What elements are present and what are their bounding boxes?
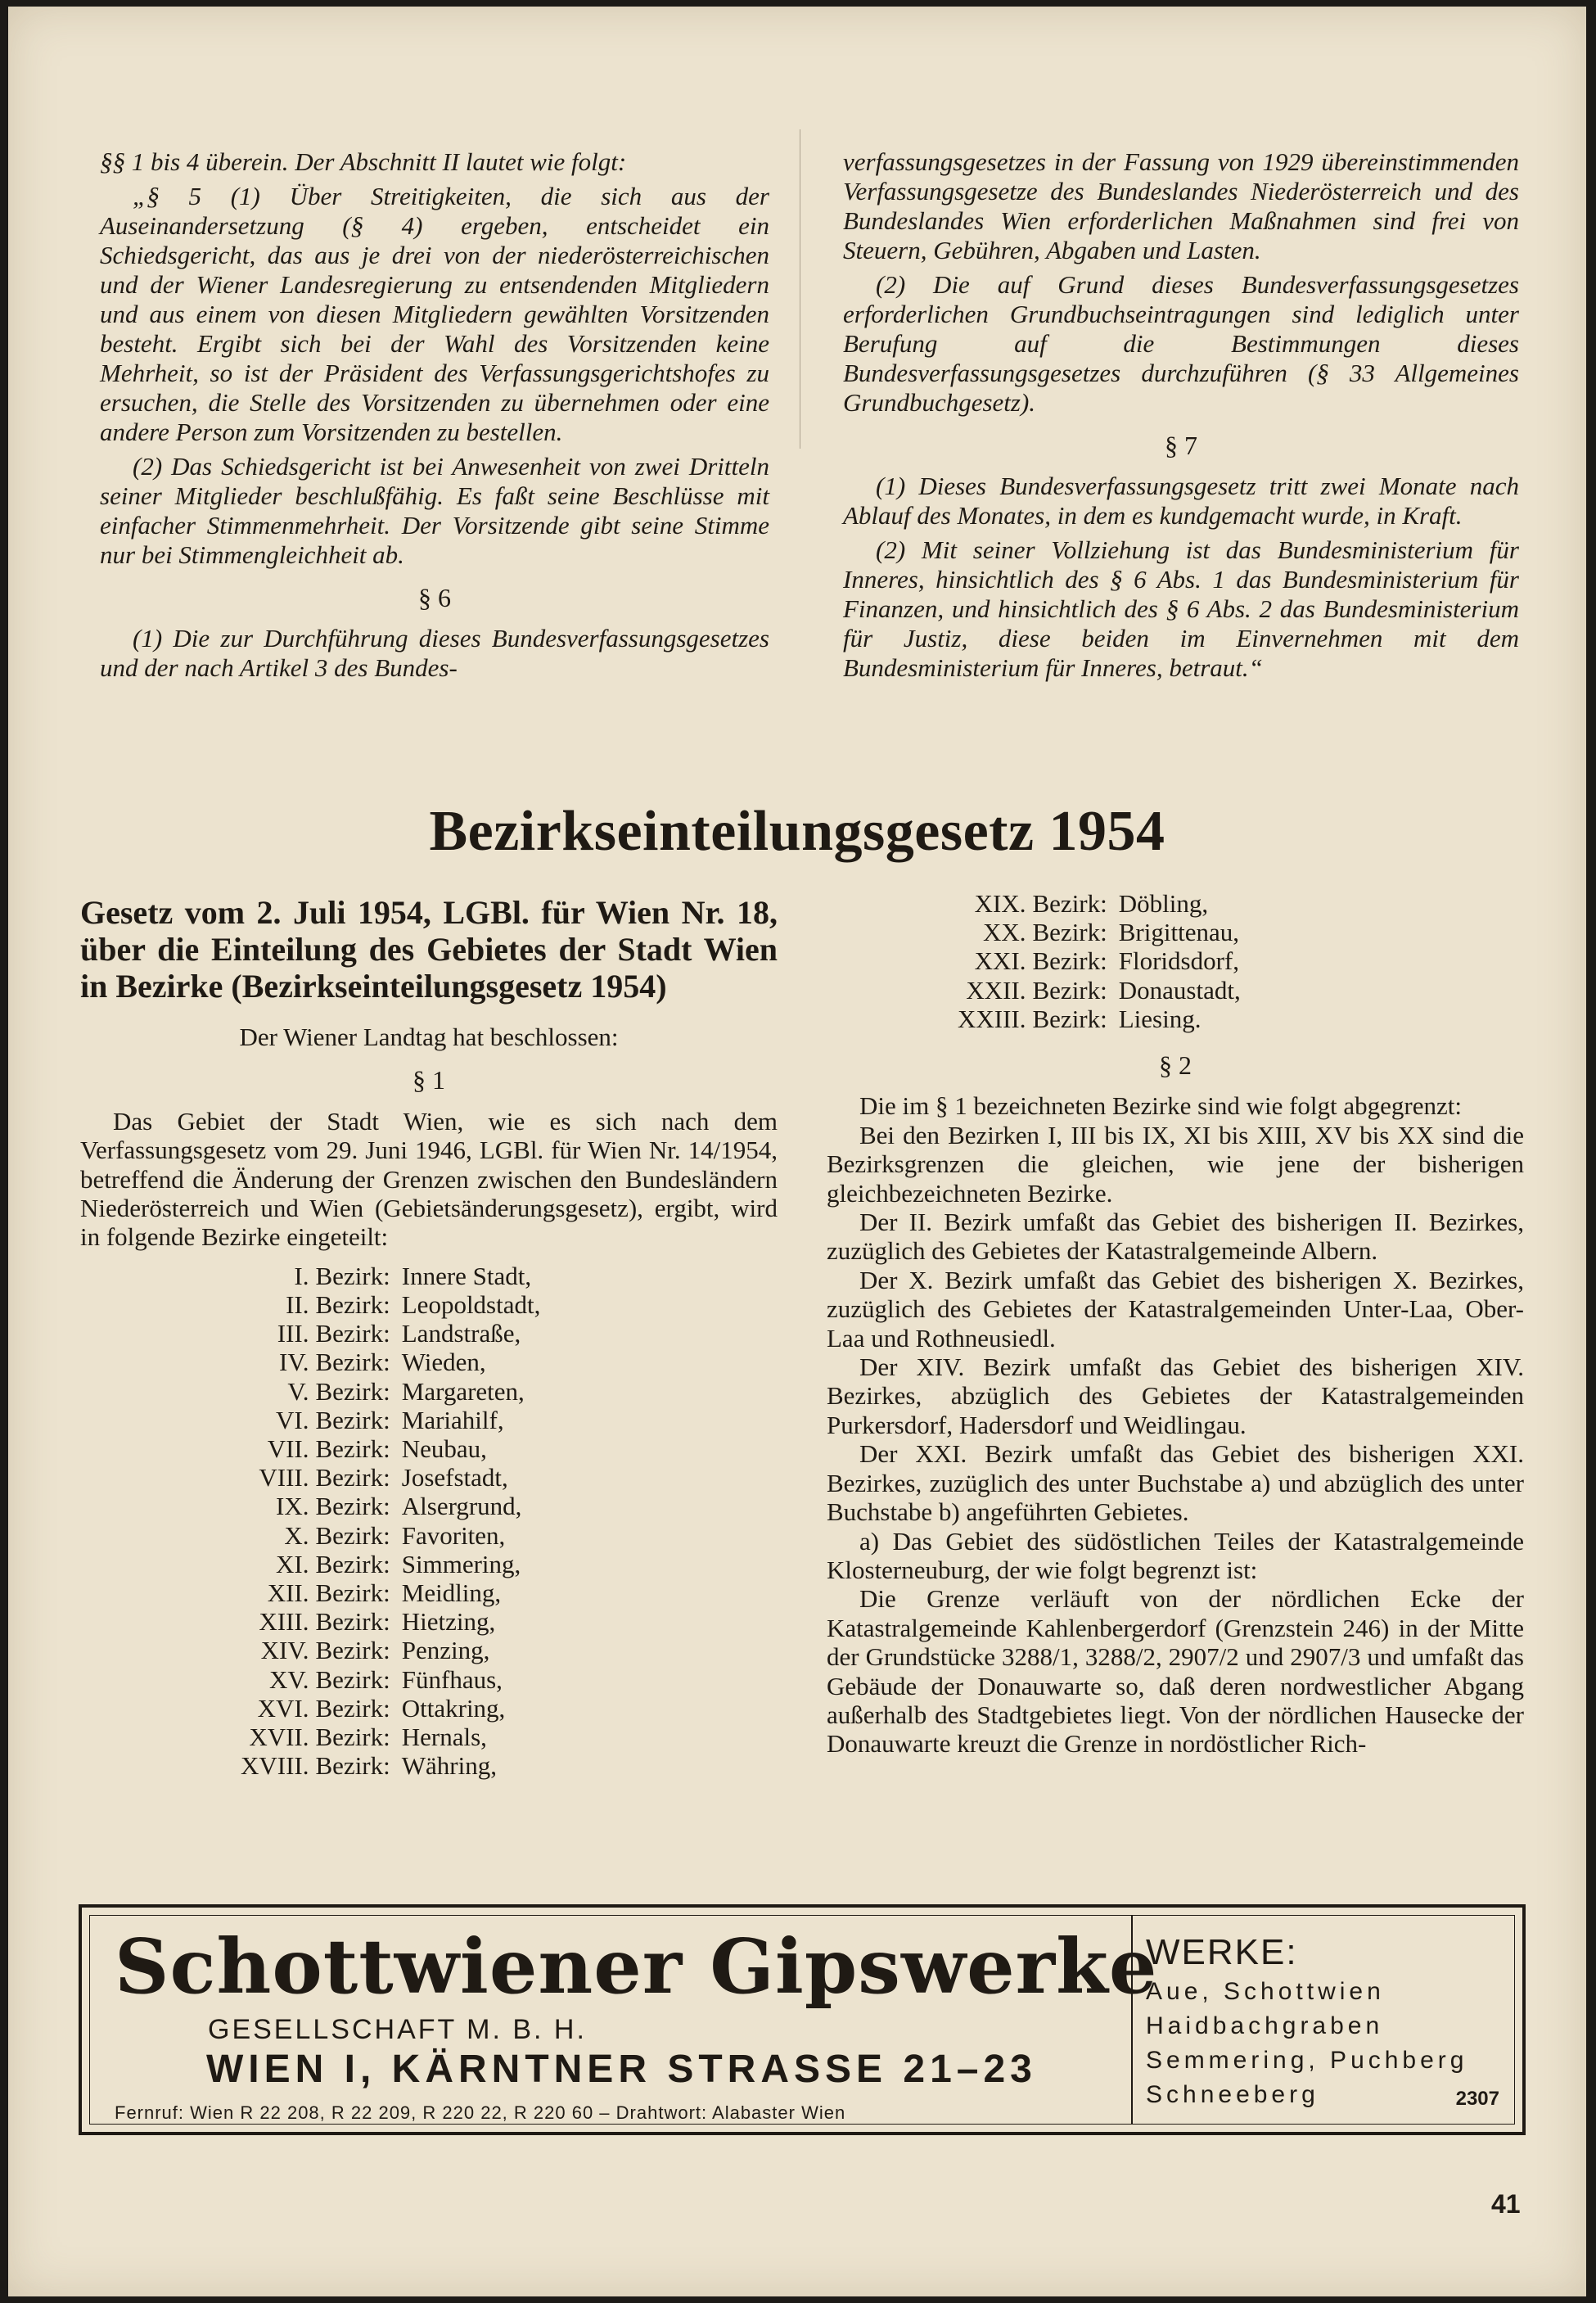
works-list — [1146, 1932, 1506, 2112]
district-name: Mariahilf, — [401, 1405, 504, 1434]
district-name: Josefstadt, — [401, 1463, 508, 1492]
district-number: XVIII. — [241, 1751, 309, 1781]
district-name: Döbling, — [1118, 889, 1209, 918]
district-row — [241, 1751, 540, 1780]
district-label: Bezirk: — [315, 1319, 390, 1348]
paragraph: (1) Dieses Bundesverfassungsgesetz tritt zwei Monate nach Ablauf des Monates, in dem es kundgemacht wurde, in Kraft. — [843, 472, 1519, 530]
section-heading: § 7 — [1165, 431, 1197, 460]
district-number: I. — [294, 1261, 309, 1290]
paragraph: Die Grenze verläuft von der nördlichen Ecke der Katastralgemeinde Kahlenbergerdorf (Grenzstein 246) in der Mitte der Grundstücke 3288/1, 3288/2, 2907/2 und 2907/3 und umfaßt das Gebäude der Donauwarte so, daß deren nordwestlicher Abgang außerhalb des Stadtgebietes liegt. Von der nördlichen Hausecke der Donauwarte kreuzt die Grenze in nordöstlicher Rich- — [827, 1584, 1524, 1759]
district-label: Bezirk: — [315, 1520, 390, 1550]
district-label: Bezirk: — [315, 1723, 390, 1752]
district-name: Donaustadt, — [1118, 975, 1241, 1005]
main-title: Bezirkseinteilungsgesetz 1954 — [429, 800, 1165, 863]
district-row — [241, 1607, 540, 1636]
paragraph: (1) Die zur Durchführung dieses Bundesverfassungsgesetzes und der nach Artikel 3 des Bundes- — [100, 624, 769, 682]
district-row — [241, 1262, 540, 1290]
district-name: Wieden, — [401, 1348, 486, 1377]
top-left-column — [100, 147, 769, 688]
district-row — [958, 889, 1241, 918]
district-number: VIII. — [259, 1463, 309, 1492]
district-label: Bezirk: — [315, 1693, 390, 1723]
works-item: Schneeberg — [1146, 2081, 1319, 2108]
district-name: Floridsdorf, — [1118, 946, 1239, 976]
district-label: Bezirk: — [315, 1607, 390, 1637]
paragraph: Der X. Bezirk umfaßt das Gebiet des bisherigen X. Bezirkes, zuzüglich des Gebietes der Katastralgemeinden Unter-Laa, Ober-Laa und Rothneusiedl. — [827, 1265, 1524, 1352]
paragraph: (2) Mit seiner Vollziehung ist das Bundesministerium für Inneres, hinsichtlich des § 6 Abs. 1 das Bundesministerium für Finanzen, und hinsichtlich des § 6 Abs. 2 das Bundesministerium für Justiz, diese beiden im Einvernehmen mit dem Bundesministerium für Inneres, betraut.“ — [843, 535, 1519, 682]
paragraph: Bei den Bezirken I, III bis IX, XI bis XIII, XV bis XX sind die Bezirksgrenzen die gleichen, wie jene der bisherigen gleichbezeichneten Bezirke. — [827, 1120, 1524, 1208]
district-label: Bezirk: — [1032, 1004, 1107, 1033]
district-row — [241, 1521, 540, 1550]
district-label: Bezirk: — [315, 1290, 390, 1320]
advertisement — [79, 1904, 1526, 2135]
page — [8, 7, 1586, 2296]
district-row — [241, 1290, 540, 1319]
lower-right-column — [827, 889, 1524, 1759]
district-row — [241, 1636, 540, 1664]
district-name: Währing, — [401, 1751, 497, 1781]
district-row — [241, 1377, 540, 1406]
section-heading: § 1 — [413, 1065, 445, 1095]
paragraph: (2) Die auf Grund dieses Bundesverfassungsgesetzes erforderlichen Grundbuchseintragungen sind lediglich unter Berufung auf die Bestimmungen dieses Bundesverfassungsgesetzes durchzuführen (§ 33 Allgemeines Grundbuchgesetz). — [843, 270, 1519, 417]
district-label: Bezirk: — [315, 1348, 390, 1377]
district-row — [241, 1434, 540, 1463]
works-item: Aue, Schottwien — [1146, 1978, 1385, 2005]
district-row — [241, 1463, 540, 1492]
district-number: VII. — [267, 1434, 309, 1464]
district-row — [241, 1492, 540, 1520]
paragraph: Das Gebiet der Stadt Wien, wie es sich nach dem Verfassungsgesetz vom 29. Juni 1946, LGBl. für Wien Nr. 14/1954, betreffend die Änderung der Grenzen zwischen den Bundesländern Niederösterreich und Wien (Gebietsänderungsgesetz), ergibt, wird in folgende Bezirke eingeteilt: — [80, 1106, 778, 1252]
section2-body — [827, 1091, 1524, 1758]
paragraph: (2) Das Schiedsgericht ist bei Anwesenheit von zwei Dritteln seiner Mitglieder beschlußfähig. Es faßt seine Beschlüsse mit einfacher Stimmenmehrheit. Der Vorsitzende gibt seine Stimme nur bei Stimmengleichheit ab. — [100, 452, 769, 569]
district-row — [241, 1348, 540, 1376]
district-name: Favoriten, — [401, 1520, 506, 1550]
district-row — [241, 1406, 540, 1434]
paragraph: §§ 1 bis 4 überein. Der Abschnitt II lautet wie folgt: — [100, 147, 627, 176]
district-name: Hernals, — [401, 1723, 487, 1752]
company-subtitle: GESELLSCHAFT M. B. H. — [208, 2014, 587, 2045]
resolution-text: Der Wiener Landtag hat beschlossen: — [239, 1023, 619, 1051]
district-number: IX. — [276, 1492, 309, 1521]
district-row — [958, 918, 1241, 946]
ad-code: 2307 — [1455, 2088, 1499, 2110]
paragraph: Der XIV. Bezirk umfaßt das Gebiet des bisherigen XIV. Bezirkes, abzüglich des Gebietes der Katastralgemeinden Purkersdorf, Hadersdorf und Weidlingau. — [827, 1352, 1524, 1439]
district-number: V. — [287, 1376, 309, 1406]
district-row — [958, 1005, 1241, 1033]
district-label: Bezirk: — [1032, 975, 1107, 1005]
district-number: XXII. — [966, 975, 1026, 1005]
district-name: Meidling, — [401, 1578, 502, 1608]
district-number: XV. — [268, 1664, 309, 1694]
district-label: Bezirk: — [315, 1664, 390, 1694]
top-right-column — [843, 147, 1519, 688]
district-label: Bezirk: — [315, 1261, 390, 1290]
paragraph: Der II. Bezirk umfaßt das Gebiet des bisherigen II. Bezirkes, zuzüglich des Gebietes der Katastralgemeinde Albern. — [827, 1208, 1524, 1266]
district-label: Bezirk: — [315, 1549, 390, 1578]
district-label: Bezirk: — [315, 1376, 390, 1406]
district-number: XVI. — [257, 1693, 309, 1723]
district-row — [241, 1723, 540, 1751]
district-name: Hietzing, — [401, 1607, 496, 1637]
district-name: Simmering, — [401, 1549, 521, 1578]
district-name: Margareten, — [401, 1376, 525, 1406]
district-row — [241, 1319, 540, 1348]
district-name: Innere Stadt, — [401, 1261, 532, 1290]
lower-left-column — [80, 894, 778, 1781]
district-number: XVII. — [249, 1723, 309, 1752]
district-name: Alsergrund, — [401, 1492, 522, 1521]
district-number: X. — [284, 1520, 309, 1550]
paragraph: Die im § 1 bezeichneten Bezirke sind wie folgt abgegrenzt: — [859, 1091, 1462, 1121]
district-row — [241, 1550, 540, 1578]
paragraph: a) Das Gebiet des südöstlichen Teiles der Katastralgemeinde Klosterneuburg, der wie folgt begrenzt ist: — [827, 1526, 1524, 1584]
district-number: XX. — [982, 918, 1026, 947]
page-number: 41 — [1491, 2189, 1521, 2219]
company-contact: Fernruf: Wien R 22 208, R 22 209, R 220 22, R 220 60 – Drahtwort: Alabaster Wien — [115, 2102, 846, 2123]
district-row — [241, 1578, 540, 1607]
district-label: Bezirk: — [1032, 946, 1107, 976]
district-row — [241, 1694, 540, 1723]
district-name: Fünfhaus, — [401, 1664, 503, 1694]
district-name: Ottakring, — [401, 1693, 506, 1723]
district-name: Neubau, — [401, 1434, 487, 1464]
advertisement-inner-frame — [89, 1915, 1515, 2125]
district-label: Bezirk: — [1032, 918, 1107, 947]
district-list-right — [958, 889, 1241, 1033]
district-number: XIV. — [260, 1636, 309, 1665]
district-label: Bezirk: — [315, 1434, 390, 1464]
section-heading: § 6 — [418, 583, 451, 612]
company-name: Schottwiener Gipswerke — [115, 1922, 1158, 2011]
district-name: Brigittenau, — [1118, 918, 1239, 947]
district-number: III. — [277, 1319, 309, 1348]
paragraph: „§ 5 (1) Über Streitigkeiten, die sich aus der Auseinandersetzung (§ 4) ergeben, entscheidet ein Schiedsgericht, das aus je drei von der niederösterreichischen und der Wiener Landesregierung zu entsendenden Mitgliedern und aus einem von diesen Mitgliedern gewählten Vorsitzenden besteht. Ergibt sich bei der Wahl des Vorsitzenden keine Mehrheit, so ist der Präsident des Verfassungsgerichtshofes zu ersuchen, die Stelle des Vorsitzenden zu übernehmen oder eine andere Person zum Vorsitzenden zu bestellen. — [100, 182, 769, 446]
district-number: XIX. — [974, 889, 1026, 918]
district-number: XIII. — [259, 1607, 309, 1637]
district-number: XXI. — [974, 946, 1026, 976]
district-number: XI. — [276, 1549, 309, 1578]
works-title: WERKE: — [1146, 1932, 1298, 1972]
district-number: XXIII. — [958, 1004, 1026, 1033]
district-name: Leopoldstadt, — [401, 1290, 541, 1320]
works-item: Haidbachgraben — [1146, 2012, 1384, 2039]
law-heading: Gesetz vom 2. Juli 1954, LGBl. für Wien Nr. 18, über die Einteilung des Gebietes der Stadt Wien in Bezirke (Bezirkseinteilungsgesetz 1954) — [80, 894, 778, 1005]
district-label: Bezirk: — [1032, 889, 1107, 918]
paragraph: Der XXI. Bezirk umfaßt das Gebiet des bisherigen XXI. Bezirkes, zuzüglich des unter Buchstabe a) und abzüglich des unter Buchstabe b) angeführten Gebietes. — [827, 1439, 1524, 1527]
district-row — [958, 946, 1241, 975]
district-row — [958, 976, 1241, 1005]
district-name: Landstraße, — [401, 1319, 521, 1348]
advertisement-divider — [1131, 1916, 1133, 2124]
district-list-left — [241, 1262, 540, 1781]
district-name: Liesing. — [1118, 1004, 1202, 1033]
section-heading: § 2 — [1159, 1050, 1192, 1081]
district-label: Bezirk: — [315, 1463, 390, 1492]
district-number: XII. — [267, 1578, 309, 1608]
district-name: Penzing, — [401, 1636, 490, 1665]
district-number: IV. — [279, 1348, 309, 1377]
district-label: Bezirk: — [315, 1405, 390, 1434]
district-label: Bezirk: — [315, 1578, 390, 1608]
district-label: Bezirk: — [315, 1751, 390, 1781]
district-label: Bezirk: — [315, 1492, 390, 1521]
paragraph: verfassungsgesetzes in der Fassung von 1929 übereinstimmenden Verfassungsgesetze des Bundeslandes Niederösterreich und des Bundeslandes Wien erforderlichen Maßnahmen sind frei von Steuern, Gebühren, Abgaben und Lasten. — [843, 147, 1519, 264]
district-label: Bezirk: — [315, 1636, 390, 1665]
district-number: II. — [286, 1290, 309, 1320]
district-row — [241, 1665, 540, 1694]
works-item: Semmering, Puchberg — [1146, 2047, 1468, 2074]
district-number: VI. — [276, 1405, 309, 1434]
company-address: WIEN I, KÄRNTNER STRASSE 21–23 — [206, 2048, 1037, 2091]
